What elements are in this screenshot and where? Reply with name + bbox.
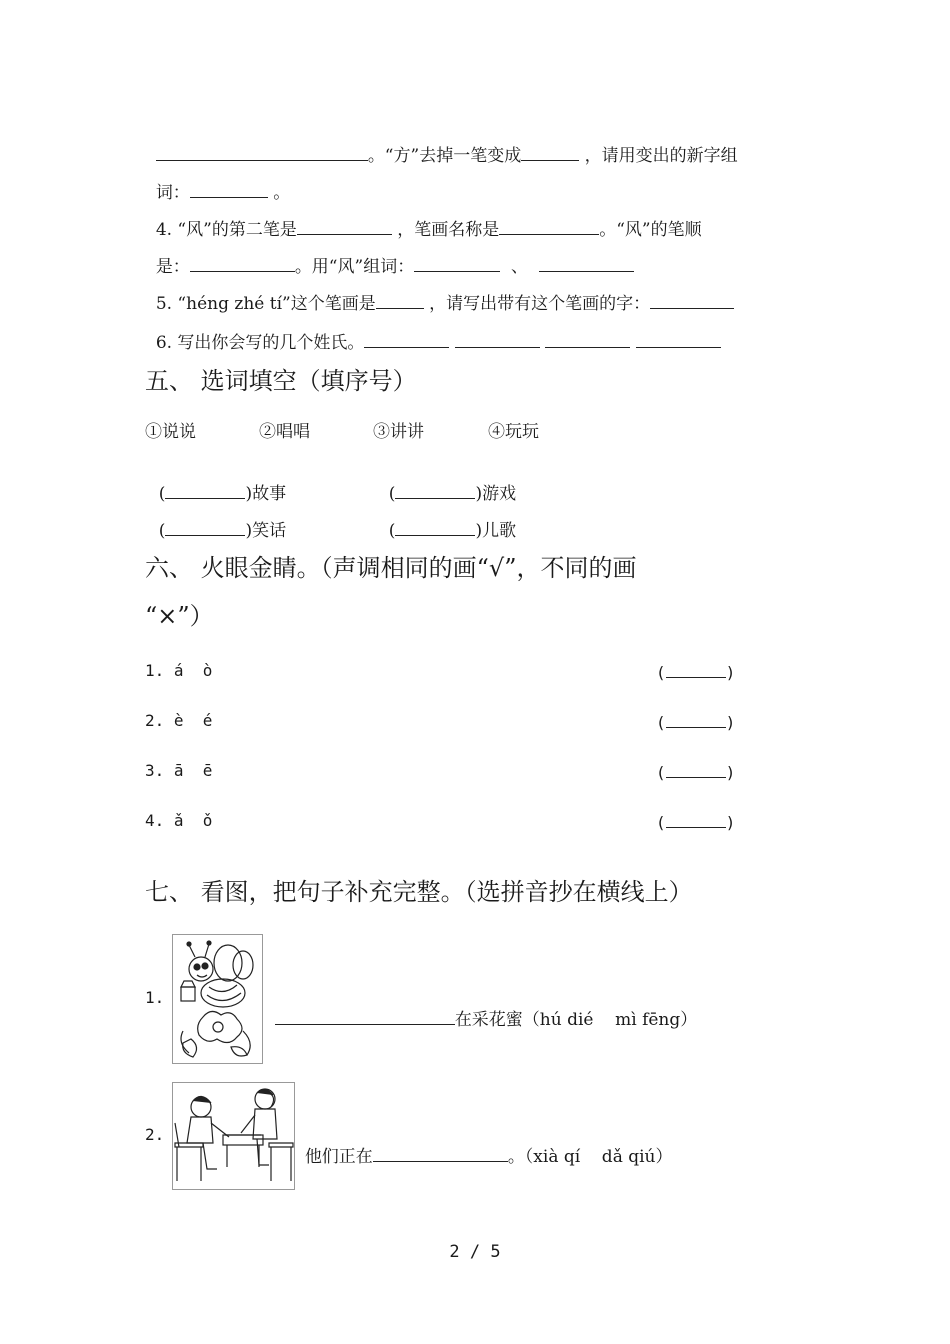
section5-row1-left: ( )故事 (158, 484, 287, 504)
q4-tail: 。“风”的笔顺 (599, 220, 702, 240)
section5-title: 五、 选词填空（填序号） (145, 367, 417, 395)
chess-picture (172, 1082, 295, 1190)
q5-line (145, 272, 734, 314)
bee-picture (172, 934, 263, 1064)
q5-blank-1[interactable] (376, 292, 424, 309)
section7-item2-line (294, 1125, 673, 1167)
section5-option-2: ②唱唱 (259, 422, 310, 442)
q4-line2-head: 是： (155, 257, 190, 277)
section6-answer-3[interactable]: ( ) (656, 763, 736, 782)
q4-blank-4[interactable] (414, 255, 500, 272)
q6-blank-4[interactable] (636, 331, 721, 348)
section5-option-4: ④玩玩 (488, 422, 539, 442)
q3-line1 (145, 124, 738, 166)
section6-title-line2: “×”） (145, 602, 214, 630)
q3-blank-1[interactable] (156, 144, 368, 161)
section6-blank-3[interactable] (666, 761, 726, 778)
q3-blank-3[interactable] (190, 181, 268, 198)
q4-sep: 、 (511, 257, 529, 277)
section5-row1-right: ( )游戏 (388, 484, 517, 504)
section5-item-2: 游戏 (482, 484, 517, 504)
q4-prefix: 4. “风”的第二笔是 (155, 220, 297, 240)
section6-answer-1[interactable]: ( ) (656, 663, 736, 682)
section5-row2-right: ( )儿歌 (388, 521, 517, 541)
q6-blank-1[interactable] (364, 331, 449, 348)
section5-option-1: ①说说 (145, 422, 196, 442)
q4-line1 (145, 198, 702, 240)
q4-blank-1[interactable] (297, 218, 392, 235)
q5-tail: ，请写出带有这个笔画的字： (429, 294, 651, 314)
q3-line2-head: 词： (155, 183, 190, 203)
section7-title: 七、 看图，把句子补充完整。（选拼音抄在横线上） (145, 878, 693, 906)
section6-item-4: 4. ǎ ǒ (145, 811, 213, 830)
section5-item-4: 儿歌 (482, 521, 517, 541)
bee-flower-icon (173, 935, 262, 1063)
section5-blank-4[interactable] (395, 519, 475, 536)
q3-tail: ，请用变出的新字组 (584, 146, 738, 166)
q4-line2 (145, 235, 634, 277)
page-number: 2 / 5 (449, 1242, 501, 1262)
q4-blank-2[interactable] (499, 218, 599, 235)
q3-blank-2[interactable] (521, 144, 579, 161)
section7-item1-line (264, 988, 697, 1030)
q6-line (145, 311, 721, 353)
section7-item2-text: 他们正在 (304, 1147, 373, 1167)
q5-blank-2[interactable] (650, 292, 734, 309)
section6-item-3: 3. ā ē (145, 761, 213, 780)
section5-row2-left: ( )笑话 (158, 521, 287, 541)
section5-item-3: 笑话 (252, 521, 287, 541)
section5-item-1: 故事 (252, 484, 287, 504)
kids-playing-chess-icon (173, 1083, 294, 1189)
q5-prefix: 5. “héng zhé tí”这个笔画是 (155, 294, 376, 314)
section6-item-1: 1. á ò (145, 661, 213, 680)
q6-prefix: 6. 写出你会写的几个姓氏。 (155, 333, 365, 353)
q4-blank-5[interactable] (539, 255, 634, 272)
section7-blank-1[interactable] (275, 1008, 455, 1025)
section6-blank-4[interactable] (666, 811, 726, 828)
q4-line2-mid: 。用“风”组词： (294, 257, 415, 277)
q4-mid: ，笔画名称是 (397, 220, 500, 240)
section6-answer-2[interactable]: ( ) (656, 713, 736, 732)
q6-blank-3[interactable] (545, 331, 630, 348)
q3-line2 (145, 161, 290, 203)
section5-blank-3[interactable] (165, 519, 245, 536)
section7-item1-text: 在采花蜜（hú dié mì fēng） (454, 1010, 698, 1030)
section6-blank-1[interactable] (666, 661, 726, 678)
section7-item1-num: 1. (145, 988, 165, 1007)
section6-item-2: 2. è é (145, 711, 213, 730)
q3-line2-tail: 。 (273, 183, 291, 203)
section6-blank-2[interactable] (666, 711, 726, 728)
section5-option-3: ③讲讲 (373, 422, 424, 442)
section7-item2-num: 2. (145, 1125, 165, 1144)
q3-text: 。“方”去掉一笔变成 (367, 146, 522, 166)
section7-blank-2[interactable] (373, 1145, 508, 1162)
section6-title-line1: 六、 火眼金睛。（声调相同的画“√”，不同的画 (145, 554, 637, 582)
q4-blank-3[interactable] (190, 255, 295, 272)
section6-answer-4[interactable]: ( ) (656, 813, 736, 832)
q6-blank-2[interactable] (455, 331, 540, 348)
section7-item2-tail: 。（xià qí dǎ qiú） (507, 1147, 673, 1167)
